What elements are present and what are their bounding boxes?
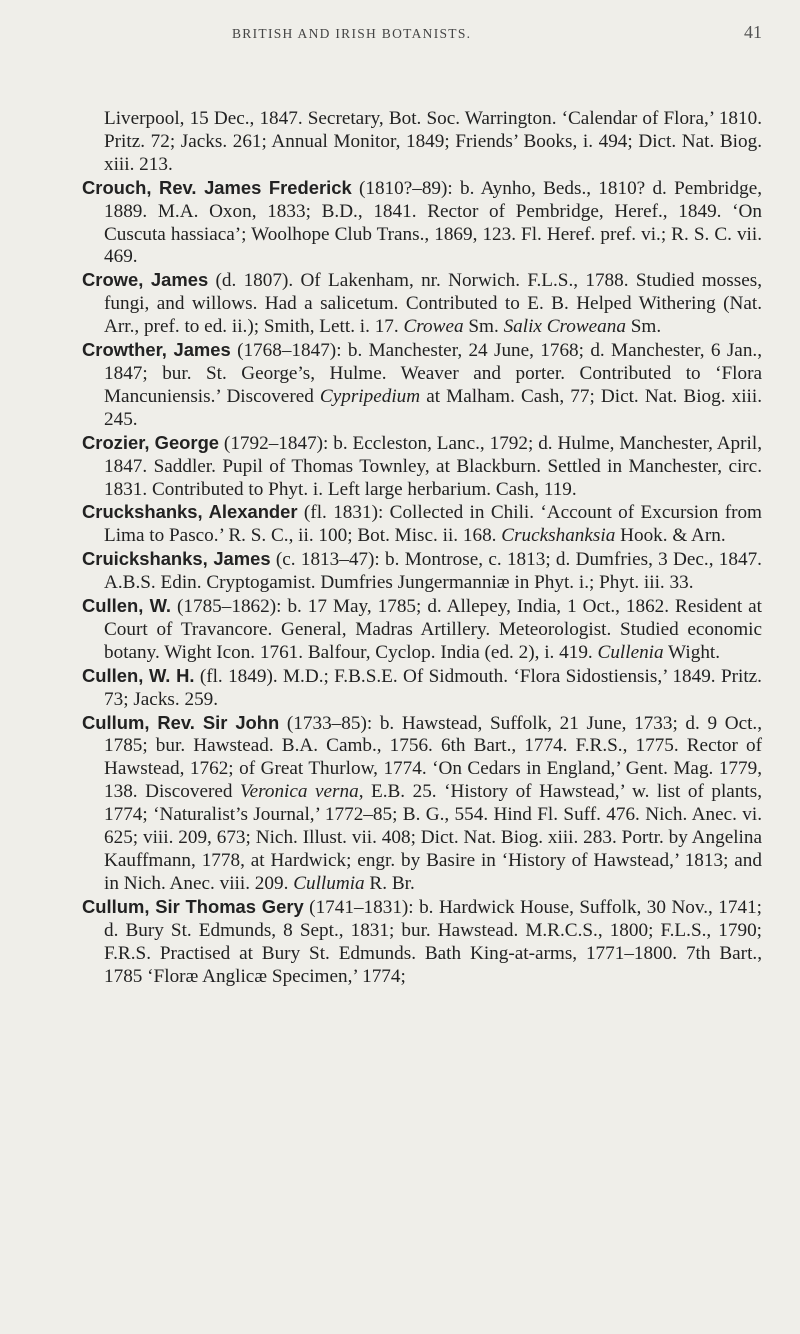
entry-name: Cullum, Sir Thomas Gery	[82, 895, 304, 917]
botanist-entry	[82, 896, 762, 989]
entry-name: Crowe, James	[82, 269, 209, 291]
botanist-entry	[82, 339, 762, 432]
taxon-name: Salix Croweana	[503, 316, 626, 338]
entry-text: (1741–1831): b. Hardwick House, Suffolk, 30 Nov., 1741; d. Bury St. Edmunds, 8 Sept., 1831; bur. Hawstead. M.R.C.S., 1800; F.L.S., 1790; F.R.S. Practised at Bury St. Edmunds. Bath King-at-arms, 1771–1800. 7th Bart., 1785 ‘Floræ Anglicæ Specimen,’ 1774;	[104, 896, 763, 987]
botanist-entry	[82, 432, 762, 502]
entry-text: Liverpool, 15 Dec., 1847. Secretary, Bot. Soc. Warrington. ‘Calendar of Flora,’ 1810. Pritz. 72; Jacks. 261; Annual Monitor, 1849; Friends’ Books, i. 494; Dict. Nat. Biog. xiii. 213.	[104, 108, 762, 175]
taxon-name: Veronica verna	[239, 781, 359, 803]
entry-text: Sm.	[463, 316, 504, 338]
entry-text: , E.B. 25. ‘History of Hawstead,’ w. list of plants, 1774; ‘Naturalist’s Journal,’ 1772–85; B. G., 554. Hind Fl. Suff. 476. Nich. Anec. vi. 625; viii. 209, 673; Nich. Illust. vii. 408; Dict. Nat. Biog. xiii. 283. Portr. by Angelina Kauffmann, 1778, at Hardwick; engr. by Basire in ‘History of Hawstead,’ 1813; and in Nich. Anec. viii. 209.	[104, 781, 763, 894]
taxon-name: Crowea	[403, 316, 464, 338]
botanist-entry	[82, 548, 762, 595]
botanist-entry	[82, 665, 762, 712]
entry-name: Crowther, James	[82, 339, 231, 361]
entry-text: Hook. & Arn.	[615, 525, 726, 547]
taxon-name: Cypripedium	[319, 385, 421, 407]
botanist-entry	[82, 269, 762, 339]
entry-text: (1768–1847): b. Manchester, 24 June, 1768; d. Manchester, 6 Jan., 1847; bur. St. George’s, Hulme. Weaver and porter. Contributed to ‘Flora Mancuniensis.’ Discovered	[104, 340, 763, 407]
entry-text: (fl. 1831): Collected in Chili. ‘Account of Excursion from Lima to Pasco.’ R. S. C., ii. 100; Bot. Misc. ii. 168.	[104, 502, 762, 547]
botanist-entry	[82, 712, 762, 896]
botanist-entry	[82, 501, 762, 548]
running-head: BRITISH AND IRISH BOTANISTS.	[232, 26, 472, 41]
entry-name: Cullen, W.	[82, 595, 172, 617]
entry-name: Cruickshanks, James	[82, 548, 271, 570]
entry-text: (c. 1813–47): b. Montrose, c. 1813; d. Dumfries, 3 Dec., 1847. A.B.S. Edin. Cryptogamist. Dumfries Jungermanniæ in Phyt. i.; Phyt. iii. 33.	[104, 549, 762, 594]
entry-text: at Malham. Cash, 77; Dict. Nat. Biog. xiii. 245.	[104, 385, 763, 430]
entry-text: (1785–1862): b. 17 May, 1785; d. Allepey, India, 1 Oct., 1862. Resident at Court of Travancore. General, Madras Artillery. Meteorologist. Studied economic botany. Wight Icon. 1761. Balfour, Cyclop. India (ed. 2), i. 419.	[104, 596, 762, 663]
entry-text: (1792–1847): b. Eccleston, Lanc., 1792; d. Hulme, Manchester, April, 1847. Saddler. Pupil of Thomas Townley, at Blackburn. Settled in Manchester, circ. 1831. Contributed to Phyt. i. Left large herbarium. Cash, 119.	[104, 432, 763, 500]
entry-name: Cruckshanks, Alexander	[82, 501, 298, 523]
entry-text: Sm.	[625, 316, 662, 338]
entry-text: (fl. 1849). M.D.; F.B.S.E. Of Sidmouth. ‘Flora Sidostiensis,’ 1849. Pritz. 73; Jacks. 259.	[104, 665, 762, 710]
taxon-name: Cullumia	[293, 872, 365, 894]
entry-name: Cullum, Rev. Sir John	[82, 711, 280, 733]
taxon-name: Cruckshanksia	[501, 525, 616, 547]
page-header	[82, 18, 762, 56]
entry-text: (1810?–89): b. Aynho, Beds., 1810? d. Pembridge, 1889. M.A. Oxon, 1833; B.D., 1841. Rector of Pembridge, Heref., 1849. ‘On Cuscuta hassiaca’; Woolhope Club Trans., 1869, 123. Fl. Heref. pref. vi.; R. S. C. vii. 469.	[104, 177, 763, 268]
page-number: 41	[744, 22, 762, 42]
taxon-name: Cullenia	[597, 641, 664, 663]
entry-text: (1733–85): b. Hawstead, Suffolk, 21 June, 1733; d. 9 Oct., 1785; bur. Hawstead. B.A. Camb., 1756. 6th Bart., 1774. F.R.S., 1775. Rector of Hawstead, 1762; of Great Thurlow, 1774. ‘On Cedars in England,’ Gent. Mag. 1779, 138. Discovered	[104, 712, 763, 803]
botanist-entry	[82, 108, 762, 177]
botanist-entry	[82, 595, 762, 665]
entry-text: R. Br.	[364, 872, 415, 894]
botanist-entry	[82, 177, 762, 270]
entry-name: Crozier, George	[82, 431, 220, 453]
entry-name: Crouch, Rev. James Frederick	[82, 176, 352, 198]
entry-name: Cullen, W. H.	[82, 664, 195, 686]
entry-list	[82, 108, 762, 988]
entry-text: (d. 1807). Of Lakenham, nr. Norwich. F.L.S., 1788. Studied mosses, fungi, and willows. Had a salicetum. Contributed to E. B. Helped Withering (Nat. Arr., pref. to ed. ii.); Smith, Lett. i. 17.	[104, 270, 762, 338]
entry-text: Wight.	[663, 641, 721, 663]
